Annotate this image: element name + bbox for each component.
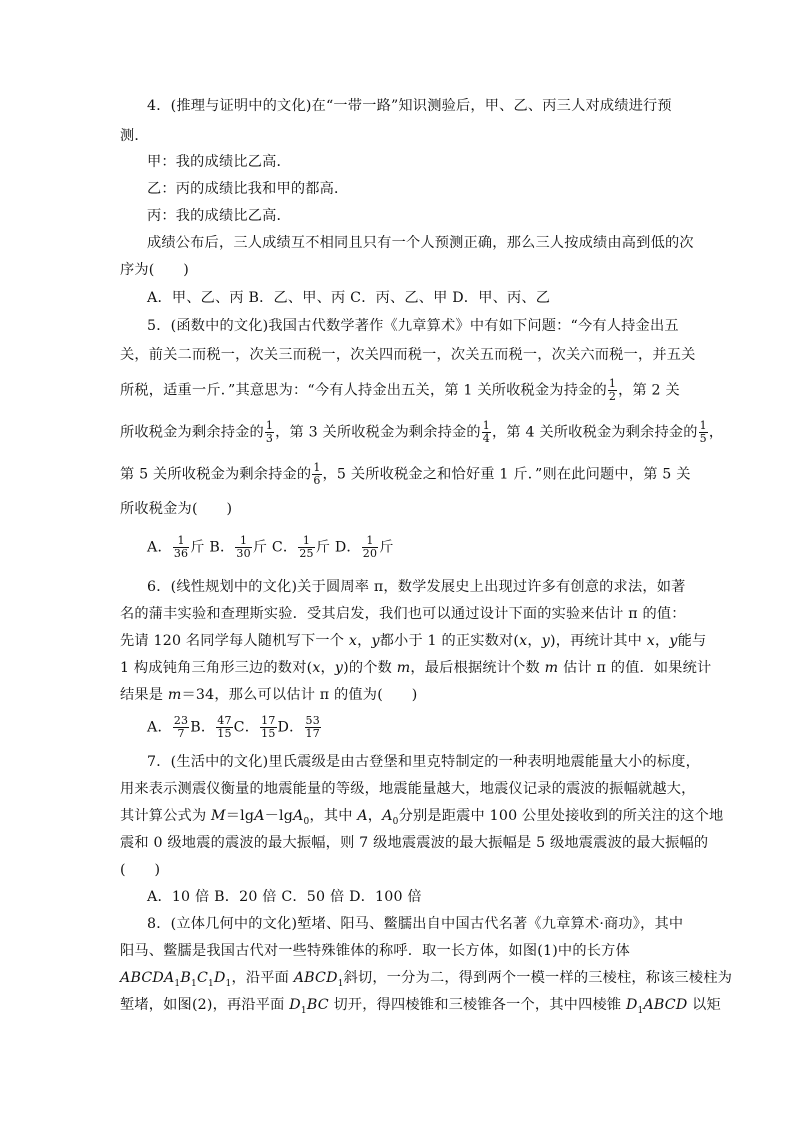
q7-line-2: 用来表示测震仪衡量的地震能量的等级，地震能量越大，地震仪记录的震波的振幅就越大， [120,781,696,797]
option-c-fraction: $\frac{1}{25}$ [299,534,314,560]
q4-line-2: 测． [120,128,149,144]
q4-line-3: 甲：我的成绩比乙高． [147,154,291,170]
q7-line-3: 其计算公式为 M＝lgA－lgA$_0$，其中 A，$A_0$分别是距震中 100 公里处接收到的所关注的这个地 [120,808,724,827]
q4-line-7: 序为( ) [120,262,190,278]
q7-line-4: 震和 0 级地震的震波的最大振幅，则 7 级地震震波的最大振幅是 5 级地震震波的最大振幅的 [120,835,709,851]
option-a-fraction: $\frac{1}{36}$ [173,534,189,560]
q6-line-5: 结果是 m＝34，那么可以估计 π 的值为( ) [120,687,418,703]
q5-line-3: 所税，适重一斤．”其意思为：“今有人持金出五关，第 1 关所收税金为持金的 $\frac{1}{2}$ ，第 2 关 [120,377,680,403]
q5-line-2: 关，前关二而税一，次关三而税一，次关四而税一，次关五而税一，次关六而税一，并五关 [120,347,696,363]
fraction-one-half: $\frac{1}{2}$ [608,377,617,403]
q4-options: A．甲、乙、丙 B．乙、甲、丙 C．丙、乙、甲 D．甲、丙、乙 [147,290,551,306]
option-b-fraction: $\frac{1}{30}$ [236,534,251,560]
fraction-one-quarter: $\frac{1}{4}$ [482,419,490,445]
q8-line-1: 8．(立体几何中的文化)堑堵、阳马、鳖臑出自中国古代名著《九章算术·商功》，其中 [147,916,684,932]
q6-line-3: 先请 120 名同学每人随机写下一个 x，y都小于 1 的正实数对(x，y)，再统计其中 x，y能与 [120,633,707,649]
q4-line-5: 丙：我的成绩比乙高． [147,208,291,224]
fraction-one-third: $\frac{1}{3}$ [265,419,274,445]
q4-line-4: 乙：丙的成绩比我和甲的都高． [147,181,349,197]
q8-line-2: 阳马、鳖臑是我国古代对一些特殊锥体的称呼．取一长方体，如图(1)中的长方体 [120,943,630,959]
fraction-one-fifth: $\frac{1}{5}$ [699,419,707,445]
q8-line-4: 堑堵，如图(2)，再沿平面 $D_1BC$ 切开，得四棱锥和三棱锥各一个，其中四棱锥 $D_1ABCD$ 以矩 [120,997,721,1016]
option-d-fraction: $\frac{1}{20}$ [362,534,378,560]
q5-options: A． $\frac{1}{36}$ 斤 B． $\frac{1}{30}$ 斤 C． $\frac{1}{25}$ 斤 D． $\frac{1}{20}$ 斤 [147,534,394,560]
option-d-fraction: $\frac{53}{17}$ [305,714,320,740]
q6-options: A． $\frac{23}{7}$ B． $\frac{47}{15}$ C． $\frac{17}{15}$ D． $\frac{53}{17}$ [147,714,320,740]
q7-line-1: 7．(生活中的文化)里氏震级是由古登堡和里克特制定的一种表明地震能量大小的标度， [147,754,701,770]
q5-line-4: 所收税金为剩余持金的 $\frac{1}{3}$ ，第 3 关所收税金为剩余持金的 $\frac{1}{4}$ ，第 4 关所收税金为剩余持金的 $\frac{1}{5}$ ， [120,419,724,445]
option-b-fraction: $\frac{47}{15}$ [217,714,232,740]
q6-line-1: 6．(线性规划中的文化)关于圆周率 π，数学发展史上出现过许多有创意的求法，如著 [147,579,686,595]
q8-line-3: $ABCDA_1B_1C_1D_1$，沿平面 $ABCD_1$斜切，一分为二，得到两个一模一样的三棱柱，称该三棱柱为 [120,970,733,989]
q6-line-2: 名的蒲丰实验和查理斯实验．受其启发，我们也可以通过设计下面的实验来估计 π 的值： [120,606,686,622]
q4-line-6: 成绩公布后，三人成绩互不相同且只有一个人预测正确，那么三人按成绩由高到低的次 [147,235,694,251]
q5-line-1: 5．(函数中的文化)我国古代数学著作《九章算术》中有如下问题：“今有人持金出五 [147,318,679,334]
q5-line-5: 第 5 关所收税金为剩余持金的 $\frac{1}{6}$ ，5 关所收税金之和恰好重 1 斤．”则在此问题中，第 5 关 [120,461,691,487]
q7-options: A．10 倍 B．20 倍 C．50 倍 D．100 倍 [147,889,422,905]
option-c-fraction: $\frac{17}{15}$ [261,714,276,740]
q7-line-5: ( ) [120,862,161,878]
q5-line-6: 所收税金为( ) [120,501,233,517]
q4-line-1: 4．(推理与证明中的文化)在“一带一路”知识测验后，甲、乙、丙三人对成绩进行预 [147,98,672,114]
q6-line-4: 1 构成钝角三角形三边的数对(x，y)的个数 m，最后根据统计个数 m 估计 π 的值．如果统计 [120,660,712,676]
option-a-fraction: $\frac{23}{7}$ [173,714,189,740]
fraction-one-sixth: $\frac{1}{6}$ [313,461,321,487]
